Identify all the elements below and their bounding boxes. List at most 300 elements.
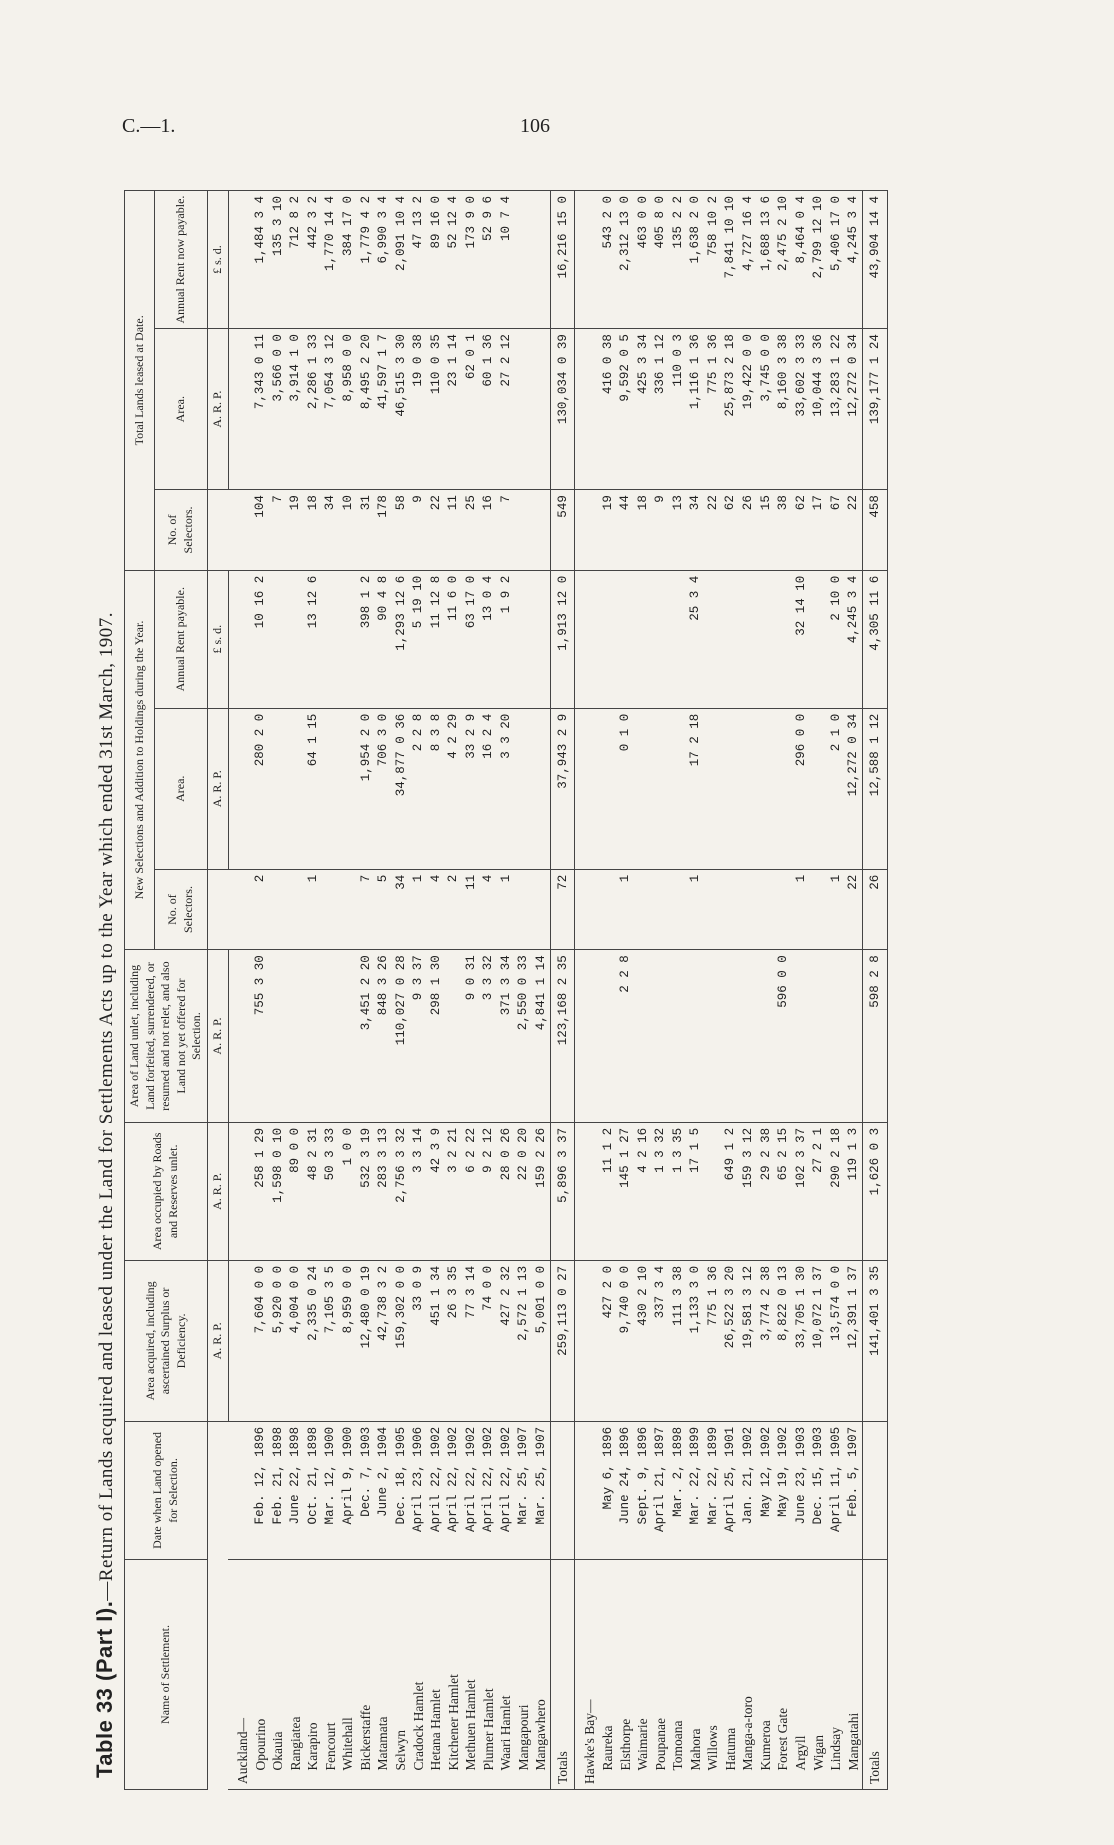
cell-new-area: 706 3 0 (374, 708, 392, 869)
cell-name: Hatuma (722, 1559, 740, 1789)
cell-new-area: 0 1 0 (617, 708, 635, 869)
cell-total-rent: 4,245 3 4 (845, 191, 863, 329)
cell-roads: 3 2 21 (445, 1122, 463, 1260)
cell-unlet: 371 3 34 (497, 950, 515, 1123)
cell-total-rent: 712 8 2 (287, 191, 305, 329)
cell-name: Plumer Hamlet (480, 1559, 498, 1789)
table-row (652, 191, 670, 1790)
cell-total-area: 12,272 0 34 (845, 329, 863, 490)
cell-new-area (339, 708, 357, 869)
cell-new-rent (339, 570, 357, 708)
cell-total-selectors: 62 (792, 490, 810, 571)
table-row (634, 191, 652, 1790)
cell-total-rent: 405 8 0 (652, 191, 670, 329)
cell-unlet: 596 0 0 (774, 950, 792, 1123)
cell-total-rent: 2,475 2 10 (774, 191, 792, 329)
cell-new-area: 2 2 8 (410, 708, 428, 869)
cell-new-rent: 13 12 6 (304, 570, 322, 708)
cell-name: Fencourt (322, 1559, 340, 1789)
cell-total-rent: 47 13 2 (410, 191, 428, 329)
cell-new-rent (532, 570, 550, 708)
cell-name: Mangawhero (532, 1559, 550, 1789)
cell-new-rent: 398 1 2 (357, 570, 375, 708)
cell-roads: 258 1 29 (252, 1122, 270, 1260)
cell-name: Mangatahi (845, 1559, 863, 1789)
cell-new-selectors: 22 (845, 869, 863, 950)
cell-roads: 532 3 19 (357, 1122, 375, 1260)
cell-acquired: 7,105 3 5 (322, 1260, 340, 1421)
cell-new-rent: 1 9 2 (497, 570, 515, 708)
cell-new-rent: 5 19 10 (410, 570, 428, 708)
cell-total-rent: 52 9 6 (480, 191, 498, 329)
cell-total-rent: 463 0 0 (634, 191, 652, 329)
cell-new-selectors (774, 869, 792, 950)
cell-new-rent: 63 17 0 (462, 570, 480, 708)
cell-total-area: 19,422 0 0 (739, 329, 757, 490)
cell-new-area: 34,877 0 36 (392, 708, 410, 869)
header-total-area: Area. (155, 329, 208, 490)
empty-cell (228, 950, 252, 1123)
unit-acquired: A. R. P. (207, 1260, 228, 1421)
cell-name: Karapiro (304, 1559, 322, 1789)
unit-new-rent: £ s. d. (207, 570, 228, 708)
cell-total-selectors: 31 (357, 490, 375, 571)
cell-new-rent (599, 570, 617, 708)
table-row (599, 191, 617, 1790)
empty-cell (575, 191, 599, 329)
cell-name: Kitchener Hamlet (445, 1559, 463, 1789)
cell-total-selectors: 34 (322, 490, 340, 571)
cell-acquired: 8,822 0 13 (774, 1260, 792, 1421)
cell-total-area: 9,592 0 5 (617, 329, 635, 490)
table-row (757, 191, 775, 1790)
cell-total-rent: 16,216 15 0 (550, 191, 575, 329)
header-new-selectors: No. of Selectors. (155, 869, 208, 950)
cell-roads: 119 1 3 (845, 1122, 863, 1260)
table-row (774, 191, 792, 1790)
cell-total-selectors: 44 (617, 490, 635, 571)
cell-unlet: 9 0 31 (462, 950, 480, 1123)
cell-new-rent: 25 3 4 (687, 570, 705, 708)
cell-total-selectors: 34 (687, 490, 705, 571)
cell-unlet (792, 950, 810, 1123)
cell-roads: 159 2 26 (532, 1122, 550, 1260)
cell-new-selectors: 34 (392, 869, 410, 950)
cell-new-selectors (757, 869, 775, 950)
cell-new-selectors (599, 869, 617, 950)
cell-name: Raureka (599, 1559, 617, 1789)
cell-date: April 22, 1902 (462, 1421, 480, 1559)
cell-roads: 29 2 38 (757, 1122, 775, 1260)
cell-acquired: 2,335 0 24 (304, 1260, 322, 1421)
cell-total-area: 3,566 0 0 (269, 329, 287, 490)
header-total-selectors: No. of Selectors. (155, 490, 208, 571)
cell-new-rent: 13 0 4 (480, 570, 498, 708)
cell-roads: 649 1 2 (722, 1122, 740, 1260)
cell-new-rent (704, 570, 722, 708)
cell-total-rent: 384 17 0 (339, 191, 357, 329)
cell-total-rent: 2,312 13 0 (617, 191, 635, 329)
cell-date: June 23, 1903 (792, 1421, 810, 1559)
table-row (304, 191, 322, 1790)
cell-date: April 23, 1906 (410, 1421, 428, 1559)
cell-acquired: 33,705 1 30 (792, 1260, 810, 1421)
cell-new-area: 280 2 0 (252, 708, 270, 869)
page-number: 106 (520, 115, 550, 137)
cell-total-selectors: 7 (269, 490, 287, 571)
cell-new-area (704, 708, 722, 869)
cell-date: Mar. 2, 1898 (669, 1421, 687, 1559)
cell-roads: 4 2 16 (634, 1122, 652, 1260)
totals-row (550, 191, 575, 1790)
cell-unlet (827, 950, 845, 1123)
cell-date: Mar. 25, 1907 (515, 1421, 533, 1559)
cell-acquired: 42,738 3 2 (374, 1260, 392, 1421)
cell-roads: 3 3 14 (410, 1122, 428, 1260)
cell-name: Mangapouri (515, 1559, 533, 1789)
cell-date: May 6, 1896 (599, 1421, 617, 1559)
cell-name: Forest Gate (774, 1559, 792, 1789)
cell-total-selectors: 13 (669, 490, 687, 571)
cell-new-rent (669, 570, 687, 708)
cell-name: Opourino (252, 1559, 270, 1789)
cell-new-selectors (704, 869, 722, 950)
empty-cell (228, 329, 252, 490)
cell-total-area: 27 2 12 (497, 329, 515, 490)
cell-date: Mar. 12, 1900 (322, 1421, 340, 1559)
cell-date: Feb. 5, 1907 (845, 1421, 863, 1559)
table-row (357, 191, 375, 1790)
cell-acquired: 337 3 4 (652, 1260, 670, 1421)
cell-acquired: 2,572 1 13 (515, 1260, 533, 1421)
region-row (228, 191, 252, 1790)
cell-acquired: 74 0 0 (480, 1260, 498, 1421)
cell-name: Elsthorpe (617, 1559, 635, 1789)
cell-new-rent (722, 570, 740, 708)
cell-acquired: 3,774 2 38 (757, 1260, 775, 1421)
cell-new-selectors (287, 869, 305, 950)
cell-unlet: 9 3 37 (410, 950, 428, 1123)
cell-roads: 145 1 27 (617, 1122, 635, 1260)
cell-roads: 17 1 5 (687, 1122, 705, 1260)
cell-new-area (722, 708, 740, 869)
cell-roads: 27 2 1 (810, 1122, 828, 1260)
page-code: C.—1. (122, 115, 176, 137)
cell-total-area: 110 0 35 (427, 329, 445, 490)
table-row (339, 191, 357, 1790)
cell-new-selectors (515, 869, 533, 950)
cell-new-selectors: 2 (445, 869, 463, 950)
header-name: Name of Settlement. (125, 1559, 208, 1789)
empty-cell (228, 191, 252, 329)
cell-unlet (339, 950, 357, 1123)
cell-new-area (322, 708, 340, 869)
table-row (669, 191, 687, 1790)
cell-total-selectors: 25 (462, 490, 480, 571)
cell-date: Sept. 9, 1896 (634, 1421, 652, 1559)
cell-total-rent: 89 16 0 (427, 191, 445, 329)
cell-new-area (774, 708, 792, 869)
cell-new-area: 296 0 0 (792, 708, 810, 869)
cell-roads: 5,896 3 37 (550, 1122, 575, 1260)
cell-new-area: 37,943 2 9 (550, 708, 575, 869)
cell-acquired: 7,604 0 0 (252, 1260, 270, 1421)
cell-roads: 11 1 2 (599, 1122, 617, 1260)
cell-new-rent (322, 570, 340, 708)
cell-unlet (669, 950, 687, 1123)
cell-new-area (634, 708, 652, 869)
cell-total-selectors: 22 (845, 490, 863, 571)
table-row (427, 191, 445, 1790)
cell-new-rent (515, 570, 533, 708)
cell-date: Feb. 21, 1898 (269, 1421, 287, 1559)
cell-new-rent: 4,305 11 6 (863, 570, 888, 708)
section-0 (228, 191, 575, 1790)
cell-new-area (532, 708, 550, 869)
cell-new-rent (739, 570, 757, 708)
cell-total-rent: 1,779 4 2 (357, 191, 375, 329)
table-row (392, 191, 410, 1790)
cell-roads: 6 2 22 (462, 1122, 480, 1260)
cell-new-selectors (269, 869, 287, 950)
cell-new-rent (634, 570, 652, 708)
empty-cell (575, 708, 599, 869)
cell-new-rent: 4,245 3 4 (845, 570, 863, 708)
cell-total-selectors: 58 (392, 490, 410, 571)
cell-name: Poupanae (652, 1559, 670, 1789)
empty-cell (575, 490, 599, 571)
cell-date (863, 1421, 888, 1559)
cell-new-rent: 32 14 10 (792, 570, 810, 708)
cell-roads: 102 3 37 (792, 1122, 810, 1260)
cell-date: Dec. 15, 1903 (810, 1421, 828, 1559)
cell-roads: 159 3 12 (739, 1122, 757, 1260)
cell-acquired: 77 3 14 (462, 1260, 480, 1421)
cell-total-area: 416 0 38 (599, 329, 617, 490)
cell-total-rent: 758 10 2 (704, 191, 722, 329)
cell-roads: 2,756 3 32 (392, 1122, 410, 1260)
cell-acquired: 5,920 0 0 (269, 1260, 287, 1421)
cell-new-selectors (739, 869, 757, 950)
cell-date: April 22, 1902 (445, 1421, 463, 1559)
cell-roads: 50 3 33 (322, 1122, 340, 1260)
table-row (792, 191, 810, 1790)
empty-cell (228, 708, 252, 869)
unit-total-area: A. R. P. (207, 329, 228, 490)
empty-cell (575, 329, 599, 490)
cell-total-selectors: 19 (599, 490, 617, 571)
cell-acquired: 427 2 0 (599, 1260, 617, 1421)
cell-total-rent: 2,799 12 10 (810, 191, 828, 329)
cell-new-selectors (634, 869, 652, 950)
cell-new-selectors (722, 869, 740, 950)
region-name: Hawke's Bay— (575, 1559, 599, 1789)
return-of-lands-table (124, 190, 888, 1790)
cell-total-rent: 4,727 16 4 (739, 191, 757, 329)
cell-unlet (704, 950, 722, 1123)
cell-new-rent (652, 570, 670, 708)
cell-new-selectors: 1 (410, 869, 428, 950)
cell-new-area: 1,954 2 0 (357, 708, 375, 869)
empty-cell (575, 1122, 599, 1260)
cell-unlet (304, 950, 322, 1123)
cell-date: April 22, 1902 (497, 1421, 515, 1559)
cell-acquired: 8,959 0 0 (339, 1260, 357, 1421)
cell-new-area (269, 708, 287, 869)
table-row (704, 191, 722, 1790)
cell-total-rent: 442 3 2 (304, 191, 322, 329)
cell-total-area: 110 0 3 (669, 329, 687, 490)
cell-unlet: 110,027 0 28 (392, 950, 410, 1123)
cell-name: Cradock Hamlet (410, 1559, 428, 1789)
cell-date: April 11, 1905 (827, 1421, 845, 1559)
empty-cell (575, 570, 599, 708)
cell-total-selectors: 19 (287, 490, 305, 571)
cell-total-rent: 52 12 4 (445, 191, 463, 329)
cell-new-selectors (322, 869, 340, 950)
cell-name: Totals (863, 1559, 888, 1789)
cell-name: Wigan (810, 1559, 828, 1789)
cell-total-rent: 10 7 4 (497, 191, 515, 329)
cell-unlet (287, 950, 305, 1123)
cell-acquired: 12,391 1 37 (845, 1260, 863, 1421)
cell-total-area: 23 1 14 (445, 329, 463, 490)
unit-new-area: A. R. P. (207, 708, 228, 869)
cell-total-area: 46,515 3 30 (392, 329, 410, 490)
cell-total-selectors (532, 490, 550, 571)
cell-total-selectors: 16 (480, 490, 498, 571)
cell-date: Mar. 22, 1899 (704, 1421, 722, 1559)
cell-name: Whitehall (339, 1559, 357, 1789)
cell-name: Tomoana (669, 1559, 687, 1789)
cell-total-area: 7,054 3 12 (322, 329, 340, 490)
table-row (497, 191, 515, 1790)
cell-total-selectors: 9 (652, 490, 670, 571)
cell-roads: 1,626 0 3 (863, 1122, 888, 1260)
cell-total-rent: 1,770 14 4 (322, 191, 340, 329)
cell-new-area: 4 2 29 (445, 708, 463, 869)
cell-new-selectors: 26 (863, 869, 888, 950)
cell-acquired: 451 1 34 (427, 1260, 445, 1421)
region-name: Auckland— (228, 1559, 252, 1789)
cell-date: April 9, 1900 (339, 1421, 357, 1559)
cell-total-rent: 8,464 0 4 (792, 191, 810, 329)
cell-roads: 22 0 20 (515, 1122, 533, 1260)
cell-acquired: 19,581 3 12 (739, 1260, 757, 1421)
cell-date: Jan. 21, 1902 (739, 1421, 757, 1559)
cell-total-area: 336 1 12 (652, 329, 670, 490)
table-row (532, 191, 550, 1790)
table-row (269, 191, 287, 1790)
cell-total-area: 33,602 3 33 (792, 329, 810, 490)
table-row (480, 191, 498, 1790)
cell-unlet (810, 950, 828, 1123)
cell-new-area: 12,272 0 34 (845, 708, 863, 869)
cell-unlet (845, 950, 863, 1123)
cell-new-area (810, 708, 828, 869)
cell-new-area: 2 1 0 (827, 708, 845, 869)
cell-total-selectors: 10 (339, 490, 357, 571)
cell-unlet: 3 3 32 (480, 950, 498, 1123)
cell-total-selectors: 22 (704, 490, 722, 571)
header-date: Date when Land opened for Selection. (125, 1421, 208, 1559)
cell-new-selectors: 7 (357, 869, 375, 950)
cell-name: Mahora (687, 1559, 705, 1789)
cell-acquired: 430 2 10 (634, 1260, 652, 1421)
empty-cell (228, 570, 252, 708)
empty-cell (575, 869, 599, 950)
cell-total-selectors: 9 (410, 490, 428, 571)
cell-new-area (669, 708, 687, 869)
cell-new-rent (269, 570, 287, 708)
cell-unlet: 4,841 1 14 (532, 950, 550, 1123)
cell-acquired: 9,740 0 0 (617, 1260, 635, 1421)
cell-acquired: 10,072 1 37 (810, 1260, 828, 1421)
cell-roads: 283 3 13 (374, 1122, 392, 1260)
cell-total-selectors: 18 (304, 490, 322, 571)
cell-total-selectors: 104 (252, 490, 270, 571)
cell-total-selectors: 22 (427, 490, 445, 571)
cell-acquired: 427 2 32 (497, 1260, 515, 1421)
table-row (722, 191, 740, 1790)
cell-total-rent: 2,091 10 4 (392, 191, 410, 329)
table-row (410, 191, 428, 1790)
cell-roads: 1 3 32 (652, 1122, 670, 1260)
cell-new-selectors: 4 (480, 869, 498, 950)
unit-roads: A. R. P. (207, 1122, 228, 1260)
cell-new-rent: 2 10 0 (827, 570, 845, 708)
table-row (810, 191, 828, 1790)
cell-new-selectors: 2 (252, 869, 270, 950)
cell-total-selectors: 62 (722, 490, 740, 571)
cell-new-selectors: 4 (427, 869, 445, 950)
cell-total-area: 62 0 1 (462, 329, 480, 490)
cell-new-rent: 90 4 8 (374, 570, 392, 708)
cell-unlet (445, 950, 463, 1123)
cell-new-rent (774, 570, 792, 708)
region-row (575, 191, 599, 1790)
cell-unlet: 3,451 2 20 (357, 950, 375, 1123)
cell-date: May 12, 1902 (757, 1421, 775, 1559)
cell-total-rent: 135 2 2 (669, 191, 687, 329)
cell-unlet: 598 2 8 (863, 950, 888, 1123)
cell-unlet: 755 3 30 (252, 950, 270, 1123)
table-row (845, 191, 863, 1790)
cell-total-area: 8,160 3 38 (774, 329, 792, 490)
cell-unlet (322, 950, 340, 1123)
table-title (92, 180, 118, 1778)
cell-new-rent (617, 570, 635, 708)
cell-name: Matamata (374, 1559, 392, 1789)
totals-row (863, 191, 888, 1790)
cell-total-rent: 5,406 17 0 (827, 191, 845, 329)
cell-total-area: 3,745 0 0 (757, 329, 775, 490)
empty-cell (228, 1421, 252, 1559)
cell-unlet (757, 950, 775, 1123)
cell-new-rent: 11 6 0 (445, 570, 463, 708)
cell-name: Waimarie (634, 1559, 652, 1789)
cell-total-area: 775 1 36 (704, 329, 722, 490)
cell-new-selectors: 1 (827, 869, 845, 950)
cell-total-selectors: 11 (445, 490, 463, 571)
cell-roads: 28 0 26 (497, 1122, 515, 1260)
unit-unlet: A. R. P. (207, 950, 228, 1123)
cell-total-area: 10,044 3 36 (810, 329, 828, 490)
cell-unlet (687, 950, 705, 1123)
empty-cell (228, 1122, 252, 1260)
cell-new-selectors: 1 (617, 869, 635, 950)
cell-acquired: 775 1 36 (704, 1260, 722, 1421)
